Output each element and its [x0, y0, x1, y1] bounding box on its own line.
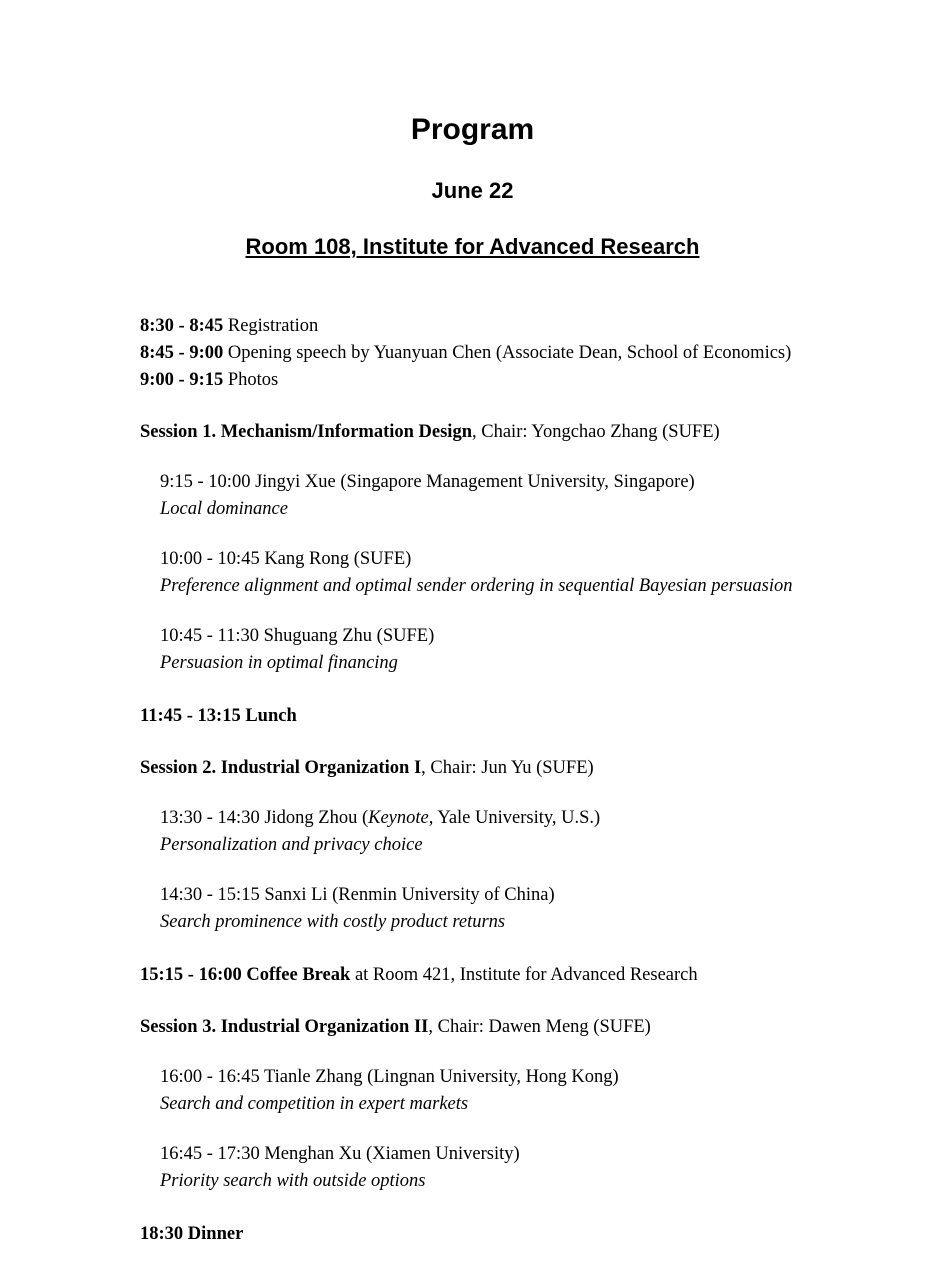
session-chair: , Chair: Yongchao Zhang (SUFE): [472, 421, 720, 442]
talk-speaker-pre: 13:30 - 14:30 Jidong Zhou (: [160, 807, 369, 828]
entry-text: Registration: [223, 315, 319, 336]
program-date: June 22: [431, 178, 514, 203]
talk-item: [140, 782, 845, 859]
talk-speaker-line: 14:30 - 15:15 Sanxi Li (Renmin University of China): [160, 884, 555, 905]
schedule-line-opening-speech: [140, 340, 845, 367]
time-label: 8:30 - 8:45: [140, 315, 224, 336]
session-name: Session 2. Industrial Organization I: [140, 757, 422, 778]
talk-speaker-line: 10:45 - 11:30 Shuguang Zhu (SUFE): [160, 625, 435, 646]
session-chair: , Chair: Jun Yu (SUFE): [421, 757, 594, 778]
program-content: [0, 261, 945, 1248]
talk-speaker-line: 16:00 - 16:45 Tianle Zhang (Lingnan University, Hong Kong): [160, 1066, 619, 1087]
talk-title: Search prominence with costly product returns: [160, 911, 506, 932]
session-header-3: [140, 989, 845, 1041]
talk-speaker-line: 16:45 - 17:30 Menghan Xu (Xiamen University): [160, 1143, 520, 1164]
break-label: Coffee Break: [241, 964, 351, 985]
time-label: 15:15 - 16:00: [140, 964, 242, 985]
time-label: 18:30: [140, 1223, 184, 1244]
schedule-line-registration: [140, 313, 845, 340]
talk-item: [140, 859, 845, 936]
session-name: Session 1. Mechanism/Information Design: [140, 421, 472, 442]
program-venue: Room 108, Institute for Advanced Research: [245, 234, 700, 260]
talk-title: Personalization and privacy choice: [160, 834, 423, 855]
talk-title: Priority search with outside options: [160, 1170, 426, 1191]
session-chair: , Chair: Dawen Meng (SUFE): [428, 1016, 651, 1037]
title-block: [0, 0, 945, 261]
entry-text: Photos: [223, 369, 279, 390]
talk-item: [140, 1118, 845, 1195]
talk-title: Search and competition in expert markets: [160, 1093, 469, 1114]
keynote-label: Keynote: [368, 807, 429, 828]
talk-item: [140, 1041, 845, 1118]
page-title: Program: [410, 113, 535, 146]
talk-speaker-line: 9:15 - 10:00 Jingyi Xue (Singapore Management University, Singapore): [160, 471, 695, 492]
talk-title: Persuasion in optimal financing: [160, 652, 398, 673]
time-label: 8:45 - 9:00: [140, 342, 224, 363]
session-header-2: [140, 730, 845, 782]
talk-speaker-post: , Yale University, U.S.): [428, 807, 601, 828]
break-label: Lunch: [240, 705, 297, 726]
time-label: 9:00 - 9:15: [140, 369, 224, 390]
talk-item: [140, 523, 845, 600]
talk-title: Local dominance: [160, 498, 288, 519]
talk-speaker-line: 10:00 - 10:45 Kang Rong (SUFE): [160, 548, 412, 569]
entry-text: Opening speech by Yuanyuan Chen (Associate Dean, School of Economics): [223, 342, 792, 363]
session-header-1: [140, 394, 845, 446]
break-label: Dinner: [183, 1223, 244, 1244]
break-dinner: [140, 1195, 845, 1248]
talk-title: Preference alignment and optimal sender ordering in sequential Bayesian persuasion: [160, 575, 793, 596]
session-name: Session 3. Industrial Organization II: [140, 1016, 429, 1037]
break-detail: at Room 421, Institute for Advanced Research: [350, 964, 698, 985]
schedule-line-photos: [140, 367, 845, 394]
break-lunch: [140, 677, 845, 730]
talk-item: [140, 600, 845, 677]
talk-speaker-line: [160, 805, 845, 832]
talk-item: [140, 446, 845, 523]
time-label: 11:45 - 13:15: [140, 705, 241, 726]
break-coffee: [140, 936, 845, 989]
